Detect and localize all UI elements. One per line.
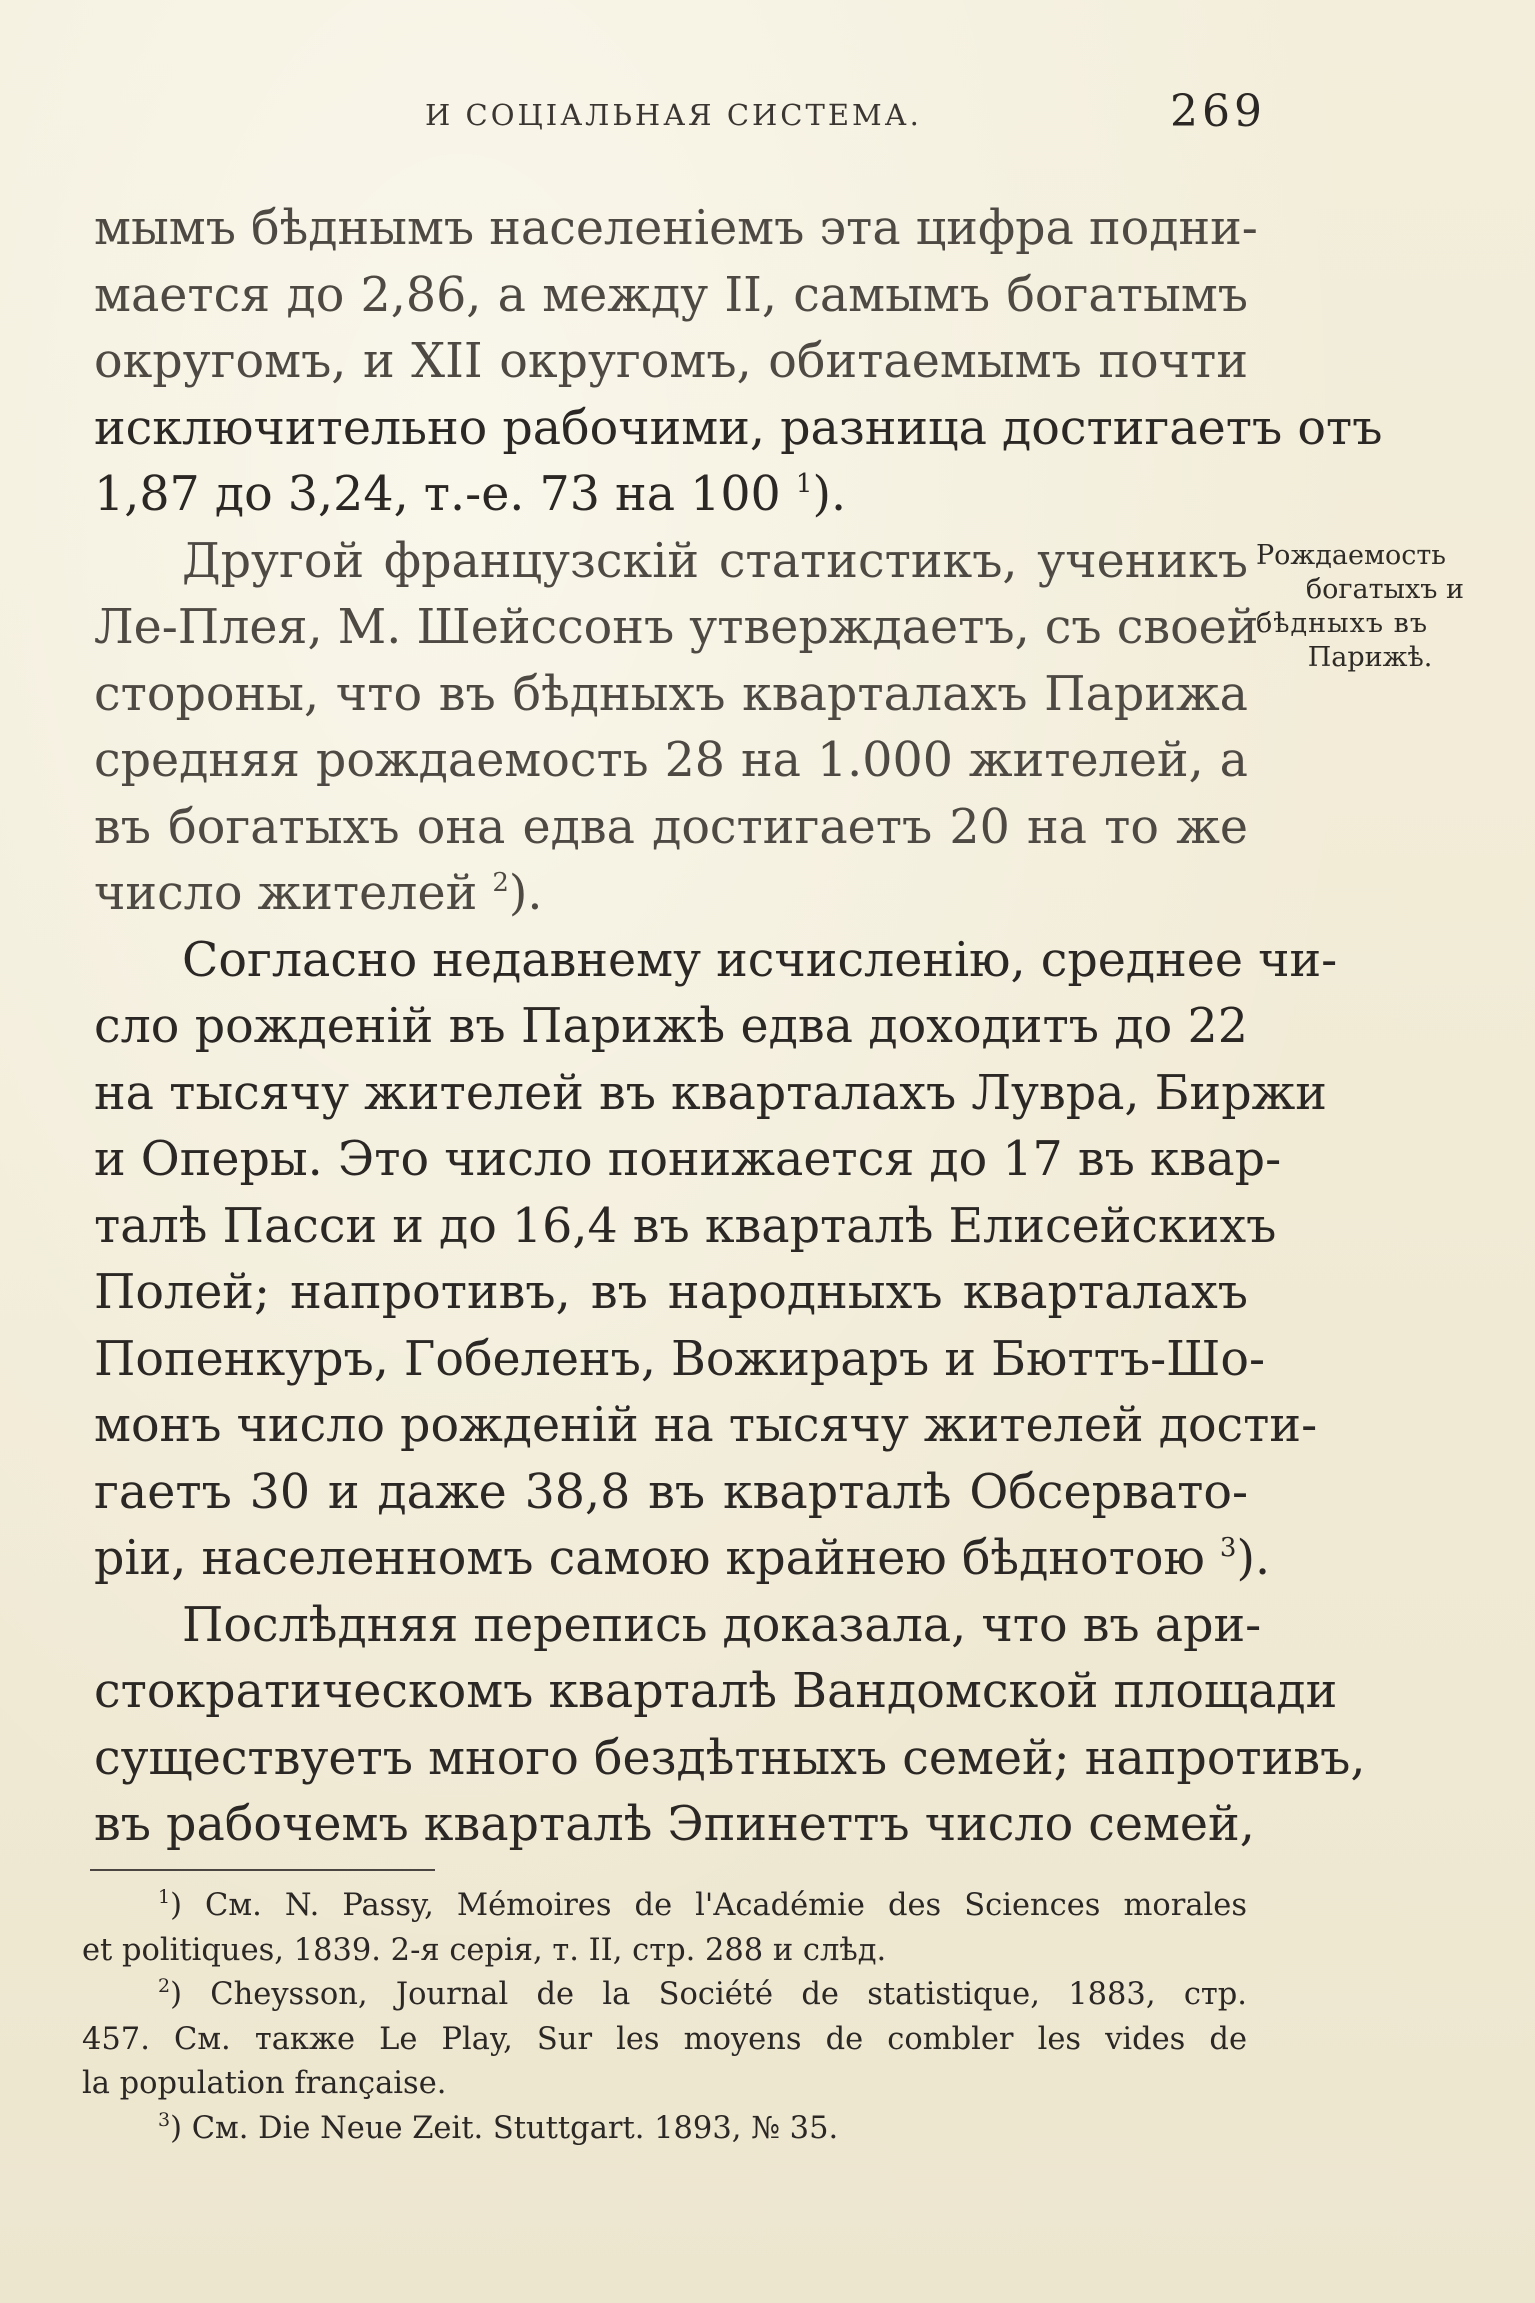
footnote-line: $^3$) См. Die Neue Zeit. Stuttgart. 1893, № 35. [158, 2108, 839, 2146]
text-line: талѣ Пасси и до 16,4 въ кварталѣ Елисейскихъ [94, 1198, 1277, 1254]
text-line: на тысячу жителей въ кварталахъ Лувра, Биржи [94, 1065, 1327, 1121]
text-line: гаетъ 30 и даже 38,8 въ кварталѣ Обсервато- [94, 1464, 1248, 1520]
text-line: средняя рождаемость 28 на 1.000 жителей, а [94, 733, 1248, 788]
footnote-divider [90, 1869, 435, 1871]
text-line: и Оперы. Это число понижается до 17 въ квар- [94, 1132, 1282, 1187]
paragraph-start-line: Согласно недавнему исчисленію, среднее чи- [182, 932, 1338, 988]
text-line: исключительно рабочими, разница достигаетъ отъ [94, 400, 1383, 456]
text-line: округомъ, и XII округомъ, обитаемымъ почти [94, 334, 1248, 389]
footnote-marker: 2 [158, 1975, 171, 1997]
footnote-line: 457. См. также Le Play, Sur les moyens de combler les vides de [82, 2021, 1247, 2057]
footnote-marker: 1 [158, 1886, 171, 1908]
paragraph-start-line: Послѣдняя перепись доказала, что въ ари- [182, 1597, 1262, 1653]
text-line: 1,87 до 3,24, т.-е. 73 на 100 $^1$). [94, 467, 847, 522]
footnote-line: la population française. [82, 2066, 447, 2101]
text-line: стороны, что въ бѣдныхъ кварталахъ Парижа [94, 666, 1248, 722]
text-line: Попенкуръ, Гобеленъ, Вожираръ и Бюттъ-Шо- [94, 1331, 1266, 1387]
margin-note-line: богатыхъ и [1305, 574, 1464, 605]
margin-note-line: Рождаемость [1256, 540, 1446, 571]
footnote-ref: 3 [1219, 1533, 1237, 1563]
footnote-line: et politiques, 1839. 2-я серія, т. II, стр. 288 и слѣд. [82, 1932, 887, 1968]
footnote-line: $^1$) См. N. Passy, Mémoires de l'Académie des Sciences morales [158, 1886, 1247, 1923]
footnote-line: $^2$) Cheysson, Journal de la Société de statistique, 1883, стр. [158, 1975, 1247, 2012]
margin-note [1256, 539, 1496, 675]
text-line: мымъ бѣднымъ населеніемъ эта цифра подни- [94, 201, 1258, 256]
footnotes [82, 1884, 1247, 2151]
text-line: Ле-Плея, М. Шейссонъ утверждаетъ, съ своей [94, 600, 1259, 655]
page-number: 269 [1170, 86, 1266, 137]
margin-note-line: Парижѣ. [1307, 642, 1433, 673]
text-line: число жителей $^2$). [94, 866, 543, 921]
running-head: И СОЦІАЛЬНАЯ СИСТЕМА. [425, 98, 922, 132]
margin-note-line: бѣдныхъ въ [1256, 608, 1429, 639]
footnote-ref: 1 [795, 469, 813, 499]
text-line: мается до 2,86, а между II, самымъ богатымъ [94, 267, 1248, 323]
text-line: въ богатыхъ она едва достигаетъ 20 на то же [94, 799, 1248, 855]
text-line: въ рабочемъ кварталѣ Эпинеттъ число семей, [94, 1797, 1255, 1852]
footnote-ref: 2 [492, 868, 509, 898]
text-line: сло рожденій въ Парижѣ едва доходитъ до 22 [94, 999, 1248, 1054]
paragraph-start-line: Другой французскій статистикъ, ученикъ [182, 533, 1248, 589]
text-line: стократическомъ кварталѣ Вандомской площади [94, 1664, 1338, 1719]
text-line: монъ число рожденій на тысячу жителей дости- [94, 1398, 1318, 1453]
text-line: ріи, населенномъ самою крайнею бѣднотою $^3$). [94, 1531, 1271, 1586]
footnote-marker: 3 [158, 2108, 171, 2131]
text-line: существуетъ много бездѣтныхъ семей; напротивъ, [94, 1730, 1366, 1786]
text-line: Полей; напротивъ, въ народныхъ кварталахъ [94, 1265, 1248, 1320]
